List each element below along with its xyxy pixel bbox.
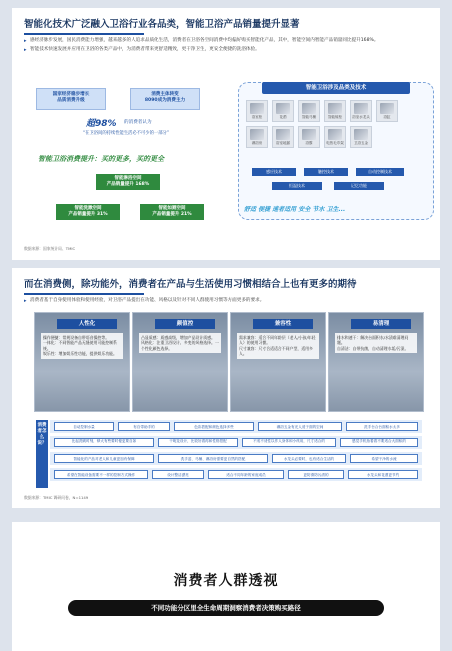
quote: 洗手盆、马桶、淋浴房需要更自然的搭配 <box>158 454 268 463</box>
quote: 不适不适性以作人身体和小孩用，尺寸适合的 <box>242 438 336 447</box>
panel-footer: 舒适 便捷 速者适用 安全 节水 卫生... <box>244 206 346 213</box>
quote: 有自带助手的 <box>118 422 170 431</box>
quote: 智能化的产品对老人和儿童更加有保障 <box>54 454 154 463</box>
stat-value: 超98% <box>86 119 117 129</box>
section-consumer-insight <box>12 522 440 651</box>
section2-source: 数据来源：TMIC 调研问卷，N=1149 <box>24 495 89 500</box>
quote: 自动控制水量 <box>54 422 114 431</box>
tech-touch: 触控技术 <box>304 168 348 176</box>
consumer-voice-label: 消费者怎么说？ <box>36 420 48 488</box>
section1-bullet-2: ▸ 智能技术快速发展并应用在卫浴的各类产品中，为消费者带来更舒适精致，更干净卫生，更安全便捷的洗浴体验。 <box>12 47 440 53</box>
quote: 设计整洁漂亮 <box>152 470 204 479</box>
title-underline <box>24 33 144 35</box>
quote: 淋浴五金有光人适于面的空间 <box>258 422 342 431</box>
stat-quote: “在卫浴间的持续性能生活必不可少的一部分” <box>82 131 170 136</box>
quote: 希望在智能设备需要不一样的控制方式操作 <box>54 470 148 479</box>
quote: 洗手台合台面积水太多 <box>346 422 418 431</box>
quote: 干呢花设计，比较好看再和性格搭配 <box>158 438 238 447</box>
driver-box-consumer: 消费主体转变 8090成为消费主力 <box>130 88 200 110</box>
quote: 比起洗刷时刻，够大有些要时便更要自如 <box>54 438 154 447</box>
quote: 水龙头和花洒更节约 <box>348 470 418 479</box>
section1-bullet-1: ▸ 感经济脉步发展，国民消费能力增强，越来越多的人追求品质化生活，消费者在卫浴各空间消费中均偏好购买智能化产品，其中，智能空间内智能产品销量同比提升168%。 <box>12 38 440 44</box>
green-headline: 智能卫浴消费提升：买的更多，买的更全 <box>38 155 164 163</box>
section1-source: 数据来源：国家统计局、TMIC <box>24 246 76 251</box>
section3-subtitle-pill: 不同功能分区里全生命周期洞察消费者决策购买路径 <box>68 600 384 616</box>
section2-bullet: ▸ 消费者基于自身使用体验和使用经验，对卫浴产品提出在功能、风格以及针对不同人群使用习惯等方面更多的要求。 <box>12 298 440 304</box>
section3-title: 消费者人群透视 <box>173 573 279 589</box>
quote: 色彩搭配和颜色选择多些 <box>174 422 254 431</box>
tag-shower: 智能淋浴空间 产品销量提升 168% <box>96 174 160 190</box>
tag-toilet: 智能如厕空间 产品销量提升 21% <box>140 204 204 220</box>
tech-thermostat: 恒温技术 <box>272 182 322 190</box>
quote: 希望干净的水流 <box>350 454 418 463</box>
product-bathtub: 浴缸 <box>376 100 398 122</box>
category-panel-title: 智能卫浴涉及品类及技术 <box>262 82 410 94</box>
product-hardware: 卫浴五金 <box>350 126 372 148</box>
section-smart-bathroom <box>12 8 440 260</box>
product-mirror-cabinet: 智能镜柜 <box>324 100 346 122</box>
tech-memory: 记忆功能 <box>334 182 384 190</box>
quote: 更防滑防污渍的 <box>288 470 344 479</box>
product-floor-drain: 浴室地漏 <box>272 126 294 148</box>
tag-wash: 智能洗漱空间 产品销量提升 31% <box>56 204 120 220</box>
product-shower-head: 花洒 <box>272 100 294 122</box>
product-shower-room: 淋浴房 <box>246 126 268 148</box>
photo-card-appearance: 颜值控 凸显质感：质感高级，增加产品设计质感。 风格化：注重卫浴设计、多变的风格选择。一个性化颜色选择。 <box>132 312 228 412</box>
stat-text: 的消费者认为 <box>124 120 152 125</box>
tech-sensor: 感应技术 <box>252 168 296 176</box>
product-faucet: 浴室水龙头 <box>350 100 372 122</box>
quote: 感觉手机抬着看不要适合大面积的 <box>340 438 418 447</box>
section2-title: 而在消费侧，除功能外，消费者在产品与生活使用习惯相结合上也有更多的期待 <box>24 279 357 290</box>
photo-card-compatibility: 兼容性 需求兼容：适合不同年龄层（老人/小孩/年轻人）的使用习惯。 尺寸兼容：尺寸合适适合不同户型，适用多人。 <box>230 312 326 412</box>
product-heater: 浴霸 <box>298 126 320 148</box>
quote: 适合不同年龄的家庭成员 <box>208 470 284 479</box>
photo-card-easy-clean: 易清理 排水和速干：解决台面积水/水渍难清理问题。 自清洁：自带抗菌，自动清理水垢/污渍。 <box>328 312 424 412</box>
tech-auto-control: 自动控制技术 <box>356 168 404 176</box>
product-smart-toilet: 智能马桶 <box>298 100 320 122</box>
photo-card-humanized: 人性化 操作便捷：常规设备自带语音操控等。 一体化：不同智能产品无缝使用可能控制系统。 娱乐性：增加娱乐性功能，提供娱乐功能。 <box>34 312 130 412</box>
product-vanity: 浴室柜 <box>246 100 268 122</box>
quote: 水龙头必要时，也有适合生活的 <box>272 454 346 463</box>
section1-title: 智能化技术广泛融入卫浴行业各品类，智能卫浴产品销量提升显著 <box>24 19 300 30</box>
title-underline-2 <box>24 293 144 295</box>
section-consumer-expectations <box>12 268 440 508</box>
product-towel-rack: 电热毛巾架 <box>324 126 346 148</box>
driver-box-economy: 国家经济稳步增长 品质消费升级 <box>36 88 106 110</box>
